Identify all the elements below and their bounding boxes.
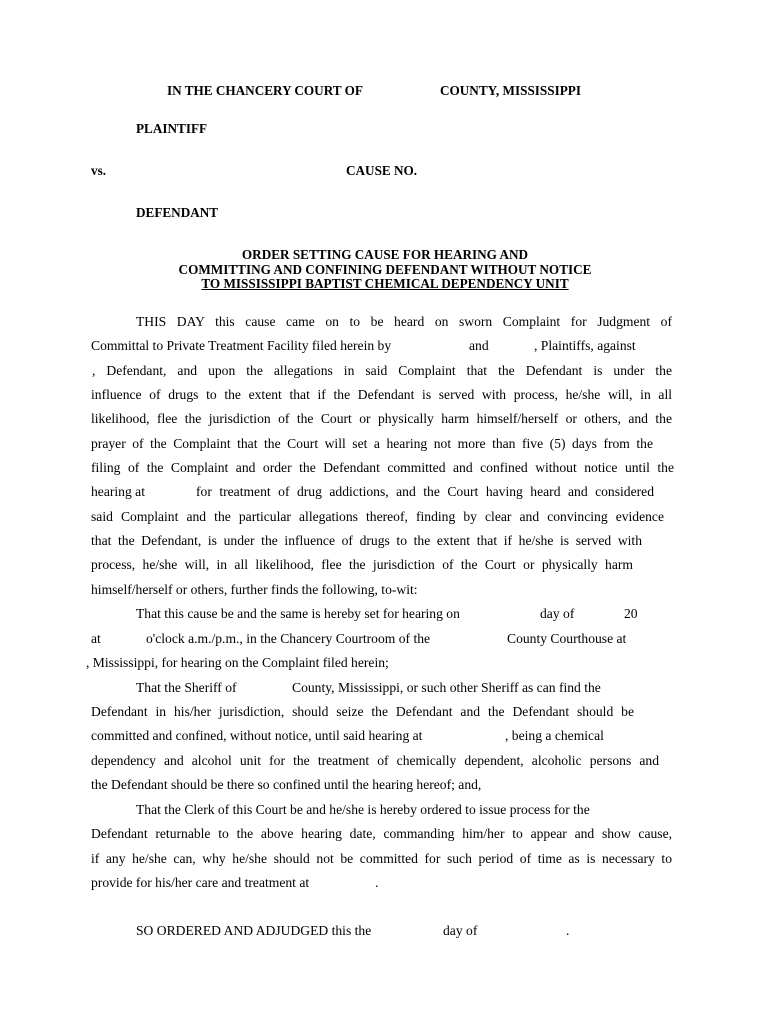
body-text: at [91,631,101,646]
order-closing: . [566,923,570,938]
body-line: himself/herself or others, further finds the following, to-wit: [91,582,418,597]
body-line: , Defendant, and upon the allegations in said Complaint that the Defendant is under the [92,363,672,378]
body-line: likelihood, flee the jurisdiction of the Court or physically harm himself/herself or others, and the [91,411,672,426]
body-text: o'clock a.m./p.m., in the Chancery Courtroom of the [146,631,431,646]
body-line: prayer of the Complaint that the Court will set a hearing not more than five (5) days from the [91,436,653,451]
body-line: THIS DAY this cause came on to be heard on sworn Complaint for Judgment of [136,314,672,329]
body-text: , Plaintiffs, against [534,338,636,353]
body-line: Defendant in his/her jurisdiction, should seize the Defendant and the Defendant should be [91,704,634,719]
body-line: influence of drugs to the extent that if the Defendant is served with process, he/she will, in all [91,387,672,402]
body-line: that the Defendant, is under the influence of drugs to the extent that if he/she is served with [91,533,642,548]
order-title [0,248,770,292]
title-line: TO MISSISSIPPI BAPTIST CHEMICAL DEPENDENCY UNIT [201,276,569,291]
body-line: Defendant returnable to the above hearing date, commanding him/her to appear and show cause, [91,826,672,841]
body-text: . [375,875,379,890]
body-text: That this cause be and the same is hereby set for hearing on [136,606,460,621]
body-line: the Defendant should be there so confined until the hearing hereof; and, [91,777,482,792]
body-text: and [469,338,489,353]
body-line: filing of the Complaint and order the Defendant committed and confined without notice until the [91,460,674,475]
body-line: said Complaint and the particular allegations thereof, finding by clear and convincing evidence [91,509,664,524]
defendant-label: DEFENDANT [136,205,219,220]
order-closing: day of [443,923,478,938]
vs-label: vs. [91,163,107,178]
body-text: 20 [624,606,638,621]
body-line: if any he/she can, why he/she should not be committed for such period of time as is necessary to [91,851,672,866]
body-text: for treatment of drug addictions, and the Court having heard and considered [196,484,654,499]
body-text: day of [540,606,575,621]
body-text: That the Sheriff of [136,680,237,695]
title-line: COMMITTING AND CONFINING DEFENDANT WITHOUT NOTICE [178,261,592,277]
body-line: process, he/she will, in all likelihood, flee the jurisdiction of the Court or physically harm [91,557,633,572]
body-text: , being a chemical [505,728,604,743]
cause-no-label: CAUSE NO. [346,163,418,178]
body-text: committed and confined, without notice, until said hearing at [91,728,423,743]
court-heading-suffix: COUNTY, MISSISSIPPI [440,83,581,98]
body-text: hearing at [91,484,145,499]
plaintiff-label: PLAINTIFF [136,121,208,136]
body-text: County Courthouse at [507,631,627,646]
body-line: , Mississippi, for hearing on the Complaint filed herein; [86,655,389,670]
body-text: County, Mississippi, or such other Sheriff as can find the [292,680,601,695]
order-closing: SO ORDERED AND ADJUDGED this the [136,923,372,938]
body-text: Committal to Private Treatment Facility filed herein by [91,338,392,353]
title-line: ORDER SETTING CAUSE FOR HEARING AND [241,247,529,262]
body-line: That the Clerk of this Court be and he/she is hereby ordered to issue process for the [136,802,590,817]
body-line: dependency and alcohol unit for the treatment of chemically dependent, alcoholic persons and [91,753,659,768]
court-heading-prefix: IN THE CHANCERY COURT OF [167,83,363,98]
body-text: provide for his/her care and treatment at [91,875,310,890]
